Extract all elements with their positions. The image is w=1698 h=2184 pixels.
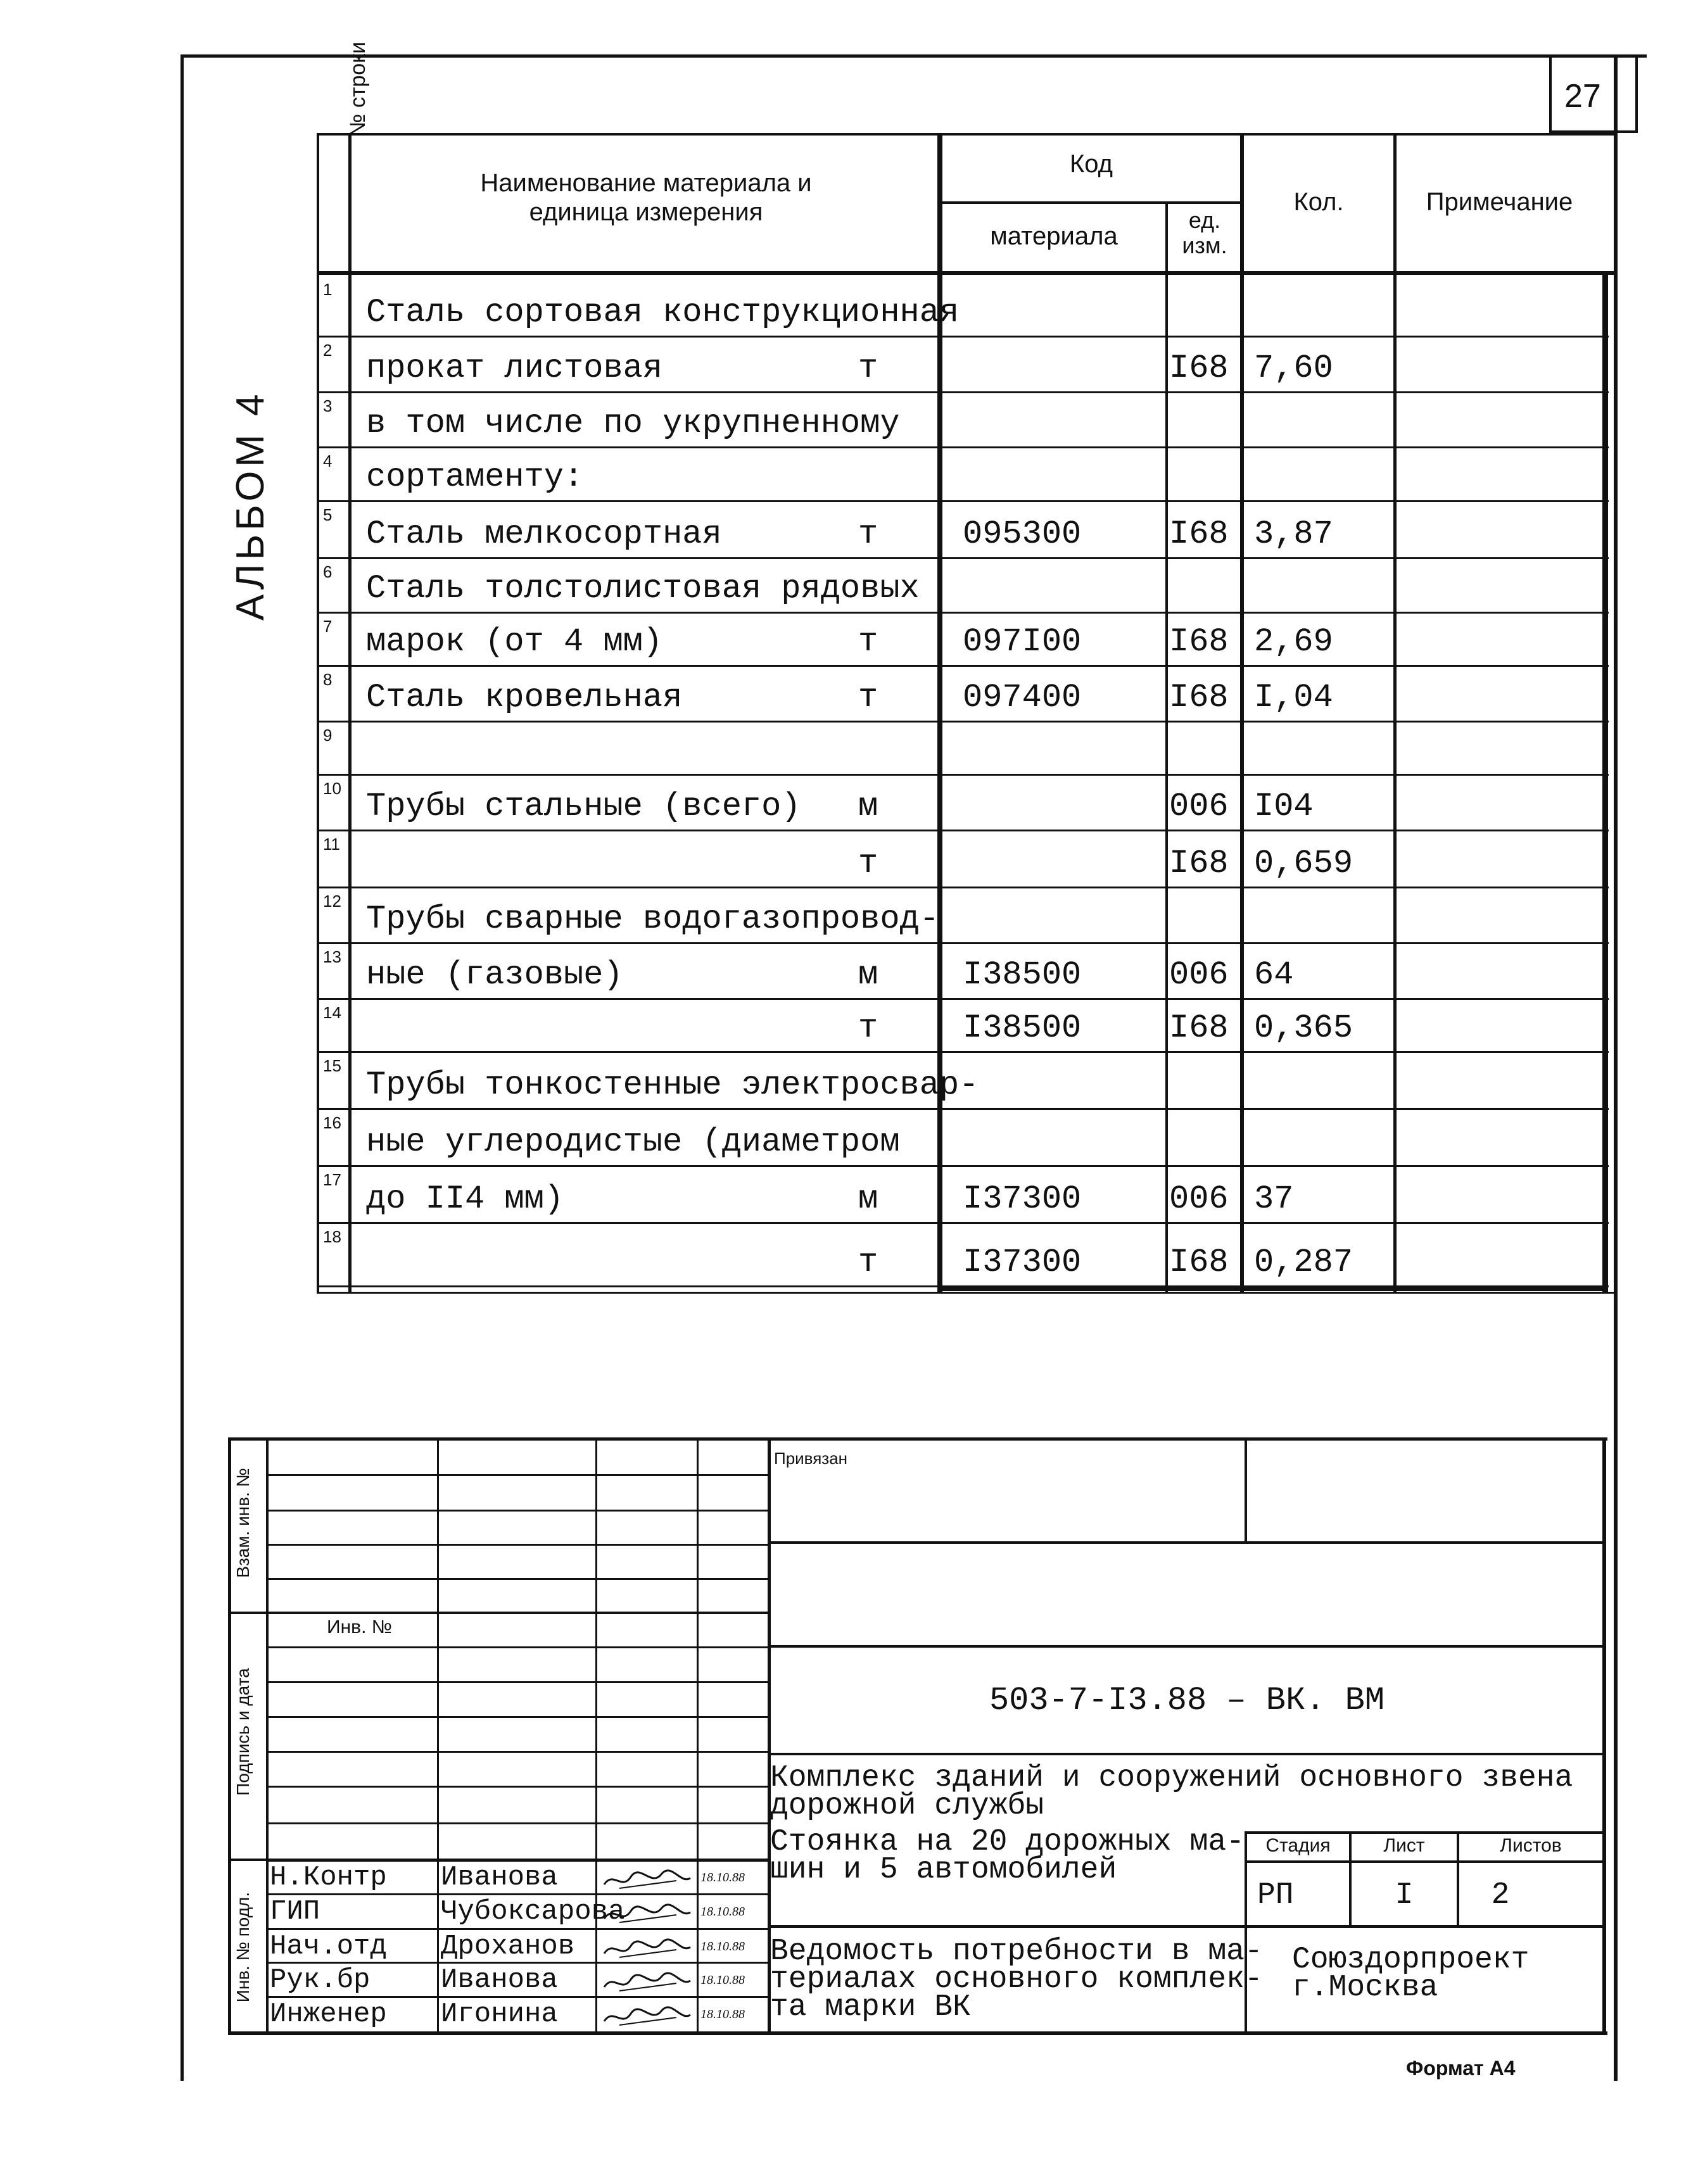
page-number: 27 bbox=[1564, 78, 1601, 115]
row-number: 16 bbox=[323, 1113, 341, 1132]
material-name: Трубы сварные водогазопровод- bbox=[366, 900, 939, 938]
quantity: 3,87 bbox=[1254, 515, 1333, 553]
material-name: ные (газовые) bbox=[366, 956, 623, 994]
project-title-line2: дорожной службы bbox=[770, 1789, 1044, 1823]
unit-code: I68 bbox=[1169, 350, 1229, 387]
signer-date: 18.10.88 bbox=[700, 1940, 745, 1954]
signer-role: Инженер bbox=[270, 1998, 387, 2030]
material-code: I38500 bbox=[963, 956, 1082, 994]
unit: м bbox=[858, 956, 878, 994]
material-name: Сталь сортовая конструкционная bbox=[366, 294, 960, 331]
material-name: Трубы стальные (всего) bbox=[366, 788, 801, 825]
material-name: ные углеродистые (диаметром bbox=[366, 1123, 900, 1161]
quantity: 7,60 bbox=[1254, 350, 1333, 387]
signer-date: 18.10.88 bbox=[700, 1871, 745, 1884]
document-code: 503-7-I3.88 – ВК. ВМ bbox=[989, 1682, 1385, 1719]
quantity: 2,69 bbox=[1254, 623, 1333, 660]
sheets-value: 2 bbox=[1491, 1878, 1510, 1912]
frame-left bbox=[181, 54, 184, 2081]
row-number: 12 bbox=[323, 892, 341, 911]
row-number: 10 bbox=[323, 779, 341, 798]
row-number: 13 bbox=[323, 947, 341, 966]
header-code: Код bbox=[1069, 150, 1113, 178]
unit: т bbox=[858, 1244, 878, 1281]
row-number: 9 bbox=[323, 726, 333, 745]
quantity: I,04 bbox=[1254, 679, 1333, 716]
material-code: 095300 bbox=[963, 515, 1082, 553]
material-name: Трубы тонкостенные электросвар- bbox=[366, 1066, 979, 1104]
privyazan-label: Привязан bbox=[774, 1449, 848, 1468]
row-number: 1 bbox=[323, 280, 333, 299]
signature-icon bbox=[600, 1935, 694, 1962]
signature-icon bbox=[600, 1968, 694, 1996]
material-name: прокат листовая bbox=[366, 350, 663, 387]
organization-city: г.Москва bbox=[1292, 1971, 1438, 2005]
row-number: 5 bbox=[323, 505, 333, 524]
row-number: 8 bbox=[323, 670, 333, 689]
signer-name: Игонина bbox=[441, 1998, 558, 2030]
row-number: 7 bbox=[323, 617, 333, 636]
project-title-line1: Комплекс зданий и сооружений основного звена bbox=[770, 1761, 1573, 1795]
signature-icon bbox=[600, 1865, 694, 1893]
quantity: 0,365 bbox=[1254, 1009, 1353, 1047]
signer-date: 18.10.88 bbox=[700, 1973, 745, 1987]
signer-role: Рук.бр bbox=[270, 1964, 371, 1996]
unit-code: I68 bbox=[1169, 845, 1229, 882]
header-name: Наименование материала и единица измерения bbox=[480, 169, 812, 226]
frame-top bbox=[181, 54, 1647, 58]
row-number: 18 bbox=[323, 1227, 341, 1246]
signer-name: Иванова bbox=[441, 1862, 558, 1893]
quantity: I04 bbox=[1254, 788, 1314, 825]
object-title-line1: Стоянка на 20 дорожных ма- bbox=[770, 1825, 1245, 1859]
unit: т bbox=[858, 623, 878, 660]
side-label-replace-inv: Взам. инв. № bbox=[233, 1468, 253, 1578]
signature-icon bbox=[600, 2002, 694, 2030]
sheets-label: Листов bbox=[1500, 1835, 1562, 1856]
unit: т bbox=[858, 845, 878, 882]
stage-value: РП bbox=[1257, 1878, 1294, 1912]
frame-right bbox=[1614, 54, 1618, 2081]
material-code: I38500 bbox=[963, 1009, 1082, 1047]
signer-name: Дроханов bbox=[441, 1931, 575, 1962]
album-label: АЛЬБОМ 4 bbox=[229, 390, 272, 621]
unit: м bbox=[858, 1180, 878, 1218]
unit-code: 006 bbox=[1169, 788, 1229, 825]
row-number: 14 bbox=[323, 1003, 341, 1022]
material-code: I37300 bbox=[963, 1180, 1082, 1218]
header-code-unit: ед. изм. bbox=[1182, 207, 1227, 258]
material-code: I37300 bbox=[963, 1244, 1082, 1281]
quantity: 0,659 bbox=[1254, 845, 1353, 882]
unit-code: I68 bbox=[1169, 1009, 1229, 1047]
material-name: до II4 мм) bbox=[366, 1180, 564, 1218]
unit-code: I68 bbox=[1169, 623, 1229, 660]
material-name: Сталь мелкосортная bbox=[366, 515, 722, 553]
signer-name: Иванова bbox=[441, 1964, 558, 1996]
unit: м bbox=[858, 788, 878, 825]
unit: т bbox=[858, 679, 878, 716]
signer-role: ГИП bbox=[270, 1896, 320, 1928]
row-number: 3 bbox=[323, 396, 333, 415]
material-name: сортаменту: bbox=[366, 458, 584, 496]
unit: т bbox=[858, 515, 878, 553]
material-name: в том числе по укрупненному bbox=[366, 405, 900, 442]
signer-name: Чубоксарова bbox=[441, 1896, 625, 1928]
row-number: 15 bbox=[323, 1056, 341, 1075]
row-number: 17 bbox=[323, 1170, 341, 1189]
unit-code: I68 bbox=[1169, 515, 1229, 553]
unit-code: 006 bbox=[1169, 1180, 1229, 1218]
header-row-no: № строки bbox=[346, 41, 370, 137]
material-name: марок (от 4 мм) bbox=[366, 623, 663, 660]
material-name: Сталь толстолистовая рядовых bbox=[366, 570, 920, 607]
unit: т bbox=[858, 350, 878, 387]
quantity: 37 bbox=[1254, 1180, 1294, 1218]
signer-date: 18.10.88 bbox=[700, 2007, 745, 2021]
row-number: 11 bbox=[323, 835, 340, 854]
material-code: 097400 bbox=[963, 679, 1082, 716]
quantity: 64 bbox=[1254, 956, 1294, 994]
material-name: Сталь кровельная bbox=[366, 679, 683, 716]
sheet-label: Лист bbox=[1383, 1835, 1425, 1856]
signer-role: Н.Контр bbox=[270, 1862, 387, 1893]
unit-code: 006 bbox=[1169, 956, 1229, 994]
unit-code: I68 bbox=[1169, 1244, 1229, 1281]
row-number: 4 bbox=[323, 451, 333, 470]
organization-name: Союздорпроект bbox=[1292, 1943, 1530, 1977]
row-number: 6 bbox=[323, 562, 333, 581]
header-qty: Кол. bbox=[1293, 188, 1344, 216]
signer-role: Нач.отд bbox=[270, 1931, 387, 1962]
side-label-inv-orig: Инв. № подл. bbox=[233, 1891, 253, 2003]
material-code: 097I00 bbox=[963, 623, 1082, 660]
side-label-signature-date: Подпись и дата bbox=[233, 1668, 253, 1796]
unit-code: I68 bbox=[1169, 679, 1229, 716]
doc-title-line1: Ведомость потребности в ма- bbox=[770, 1935, 1263, 1969]
inv-no-label: Инв. № bbox=[327, 1617, 392, 1638]
stage-label: Стадия bbox=[1265, 1835, 1331, 1856]
header-code-material: материала bbox=[990, 222, 1118, 250]
object-title-line2: шин и 5 автомобилей bbox=[770, 1853, 1117, 1887]
unit: т bbox=[858, 1009, 878, 1047]
paper-format: Формат А4 bbox=[1406, 2057, 1516, 2080]
doc-title-line3: та марки ВК bbox=[770, 1990, 971, 2024]
header-note: Примечание bbox=[1426, 188, 1573, 216]
sheet-value: I bbox=[1395, 1878, 1414, 1912]
doc-title-line2: териалах основного комплек- bbox=[770, 1962, 1263, 1997]
quantity: 0,287 bbox=[1254, 1244, 1353, 1281]
row-number: 2 bbox=[323, 341, 333, 360]
signer-date: 18.10.88 bbox=[700, 1905, 745, 1919]
signature-icon bbox=[600, 1900, 694, 1928]
